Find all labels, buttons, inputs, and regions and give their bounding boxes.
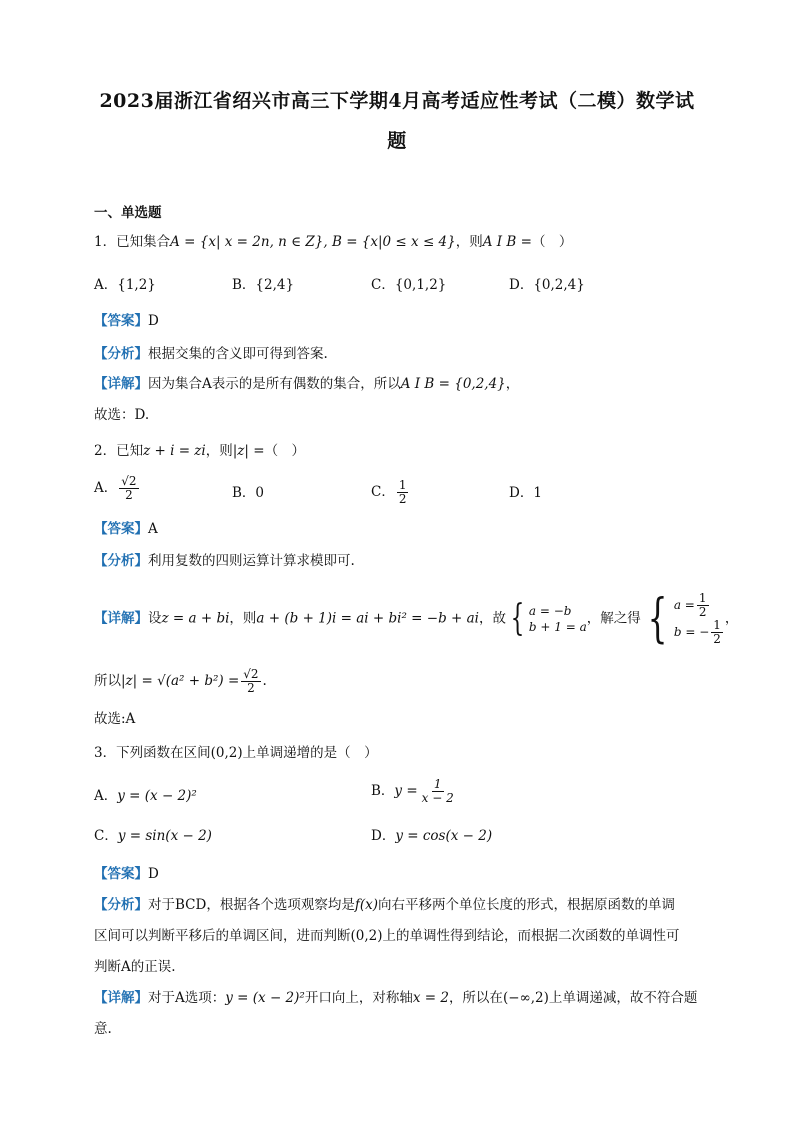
q2-option-a: A． $\frac{√2}{2}$ [94,474,137,502]
q2-option-c: C． $\frac{1}{2}$ [371,478,407,506]
q2-system-2: { a = $\frac{1}{2}$ b = − $\frac{1}{2}$ [647,589,721,649]
q1-option-b: B．{2,4} [232,277,295,293]
q3-analysis-line1: 【分析】对于BCD，根据各个选项观察均是f(x)向右平移两个单位长度的形式，根据原函数的单调 [94,897,675,913]
q3-analysis-line3: 判断A的正误. [94,959,176,975]
q1-conclusion: 故选：D. [94,407,150,423]
q1-analysis: 【分析】根据交集的含义即可得到答案. [94,346,328,362]
q1-option-c: C．{0,1,2} [371,277,447,293]
q2-analysis: 【分析】利用复数的四则运算计算求模即可. [94,553,355,569]
document-title-line2: 题 [387,130,407,152]
q2-answer: 【答案】A [94,521,158,537]
q2-modulus: 所以|z| = √(a² + b²) = $\frac{√2}{2}$ . [94,667,267,695]
q3-detail-line1: 【详解】对于A选项：y = (x − 2)²开口向上，对称轴x = 2，所以在(−∞,2)上单调递减，故不符合题 [94,990,698,1006]
q3-option-a: A．y = (x − 2)² [94,788,197,804]
document-title-line1: 2023届浙江省绍兴市高三下学期4月高考适应性考试（二模）数学试 [99,90,695,112]
q2-option-b: B．0 [232,485,265,501]
q1-stem: 1．已知集合A = {x| x = 2n, n ∈ Z}, B = {x|0 ≤ x ≤ 4}，则A I B =（ ） [94,234,573,250]
q1-option-a: A．{1,2} [94,277,156,293]
q3-stem: 3．下列函数在区间(0,2)上单调递增的是（ ） [94,745,378,761]
q3-detail-line2: 意. [94,1021,112,1037]
q3-option-d: D．y = cos(x − 2) [371,828,493,844]
q3-option-b: B．y = $\frac{1}{x - 2}$ [371,777,454,805]
q2-conclusion: 故选:A [94,711,136,727]
section-heading: 一、单选题 [94,205,162,221]
q3-answer: 【答案】D [94,866,159,882]
q2-option-d: D．1 [509,485,542,501]
q3-analysis-line2: 区间可以判断平移后的单调区间，进而判断(0,2)上的单调性得到结论，而根据二次函数的单调性可 [94,928,680,944]
q2-detail: 【详解】设z = a + bi，则a + (b + 1)i = ai + bi² = −b + ai，故 { a = −b b + 1 = a ，解之得 { a = $\frac{1}{2}$ b = − $\frac{1}{2}$ ， [94,589,739,649]
q2-system-1: { a = −b b + 1 = a [510,598,587,639]
q1-option-d: D．{0,2,4} [509,277,585,293]
q3-option-c: C．y = sin(x − 2) [94,828,212,844]
q2-stem: 2．已知z + i = zi，则|z| =（ ） [94,443,306,459]
q1-answer: 【答案】D [94,313,159,329]
q1-detail: 【详解】因为集合A表示的是所有偶数的集合，所以A I B = {0,2,4}， [94,376,520,392]
